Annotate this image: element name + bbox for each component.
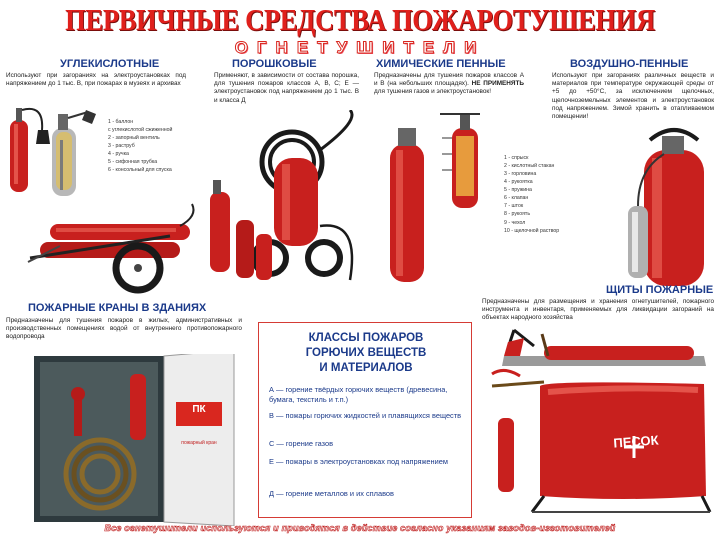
chemical-legend-item: 10 - щелочной раствор (504, 227, 560, 234)
fire-class-row (269, 489, 465, 499)
powder-extinguisher-illustration (200, 110, 370, 290)
co2-legend-item: 3 - раструб (108, 143, 135, 150)
fire-class-text: — пожары горючих жидкостей и плавящихся веществ (276, 411, 462, 420)
chemical-legend-item: 2 - кислотный стакан (504, 163, 555, 170)
powder-heading: ПОРОШКОВЫЕ (232, 58, 317, 70)
chemical-description (374, 72, 524, 97)
co2-legend (108, 118, 172, 174)
shields-heading: ЩИТЫ ПОЖАРНЫЕ (606, 284, 714, 296)
powder-description: Применяют, в зависимости от состава порошка, для тушения пожаров классов А, В, С; Е — электроустановок под напряжением до 1 тыс. В и класса Д (214, 72, 359, 104)
fire-class-code: В (269, 411, 274, 420)
chemical-legend-item: 6 - клапан (504, 195, 529, 202)
fire-classes-title-line: ГОРЮЧИХ ВЕЩЕСТВ (305, 346, 427, 359)
chemical-legend-item: 4 - рукоятка (504, 179, 533, 186)
chemical-description-part2: для тушения газов и электроустановок! (374, 88, 491, 96)
fire-class-code: А (269, 385, 274, 394)
fire-class-code: Е (269, 457, 274, 466)
chemical-legend-item: 1 - спрыск (504, 155, 529, 161)
fire-class-text: — пожары в электроустановках под напряжением (276, 457, 448, 466)
co2-legend-item: 1 - баллон (108, 119, 134, 125)
hydrants-heading: ПОЖАРНЫЕ КРАНЫ В ЗДАНИЯХ (28, 302, 207, 314)
co2-legend-item: 6 - консольный для спуска (108, 167, 172, 174)
fire-classes-title-line: КЛАССЫ ПОЖАРОВ (308, 332, 424, 344)
fire-class-code: С (269, 439, 275, 448)
fire-class-row (269, 439, 465, 449)
poster-title: ПЕРВИЧНЫЕ СРЕДСТВА ПОЖАРОТУШЕНИЯ (65, 2, 655, 37)
chemical-description-part1: Предназначены для тушения пожаров классов А и В (на небольших площадях). (374, 72, 524, 88)
fire-class-row (269, 385, 465, 404)
chemical-extinguisher-illustration (380, 108, 500, 288)
hydrant-cabinet-sublabel: пожарный кран (181, 440, 217, 446)
hydrant-cabinet-label: ПК (192, 404, 206, 415)
co2-description: Используют при загораниях на электроустановках под напряжением до 1 тыс. В, при пожарах в музеях и архивах (6, 72, 186, 88)
chemical-legend-item: 5 - пружина (504, 187, 532, 194)
shields-description: Предназначены для размещения и хранения огнетушителей, пожарного инструмента и инвентаря, применяемых для ликвидации загораний на объектах народного хозяйства (482, 298, 714, 322)
air-foam-heading: ВОЗДУШНО-ПЕННЫЕ (570, 58, 689, 70)
fire-class-row (269, 411, 465, 421)
co2-wheeled-extinguisher-illustration (20, 196, 200, 296)
fire-class-text: — горение газов (276, 439, 333, 448)
hydrants-description: Предназначены для тушения пожаров в жилых, административных и производственных помещениях водой от внутреннего противопожарного водопровода (6, 317, 242, 341)
co2-legend-item: 4 - ручка (108, 151, 129, 158)
chemical-legend-item: 8 - рукоять (504, 211, 531, 218)
co2-legend-item: 5 - сифонная трубка (108, 159, 158, 166)
chemical-legend-item: 3 - горловина (504, 171, 537, 178)
poster-subtitle: ОГНЕТУШИТЕЛИ (234, 38, 486, 57)
air-foam-extinguisher-illustration (610, 120, 714, 290)
poster-footer: Все огнетушители используются и приводятся в действие согласно указаниям заводов-изготовителей (104, 523, 616, 533)
fire-classes-title-line: И МАТЕРИАЛОВ (319, 361, 413, 374)
fire-class-code: Д (269, 489, 275, 498)
fire-classes-box (258, 322, 472, 518)
chemical-heading: ХИМИЧЕСКИЕ ПЕННЫЕ (376, 58, 506, 70)
co2-legend-item: 2 - запорный вентиль (108, 135, 160, 142)
fire-class-text: — горение металлов и их сплавов (276, 489, 394, 498)
chemical-warning: НЕ ПРИМЕНЯТЬ (471, 80, 524, 88)
chemical-legend (504, 154, 559, 235)
sand-box-label: ПЕСОК (612, 432, 660, 451)
co2-legend-item: с углекислотой сжиженной (108, 127, 173, 134)
air-foam-description: Используют при загораниях различных веществ и материалов при температуре окружающей среды от +5 до +50°С, за исключением щелочных, щелочноземельных элементов и электроустановок под напряжением. Зимой хранить в отапливаемом помещении! (552, 72, 714, 120)
chemical-legend-item: 9 - чехол (504, 219, 526, 226)
fire-shield-illustration (484, 326, 716, 522)
fire-classes-title (259, 331, 473, 376)
co2-extinguisher-illustration (4, 100, 122, 200)
fire-class-row (269, 457, 465, 467)
chemical-legend-item: 7 - шток (504, 203, 524, 210)
fire-class-text: — горение твёрдых горючих веществ (древесина, бумага, текстиль и т.п.) (269, 385, 448, 404)
co2-heading: УГЛЕКИСЛОТНЫЕ (60, 58, 160, 70)
